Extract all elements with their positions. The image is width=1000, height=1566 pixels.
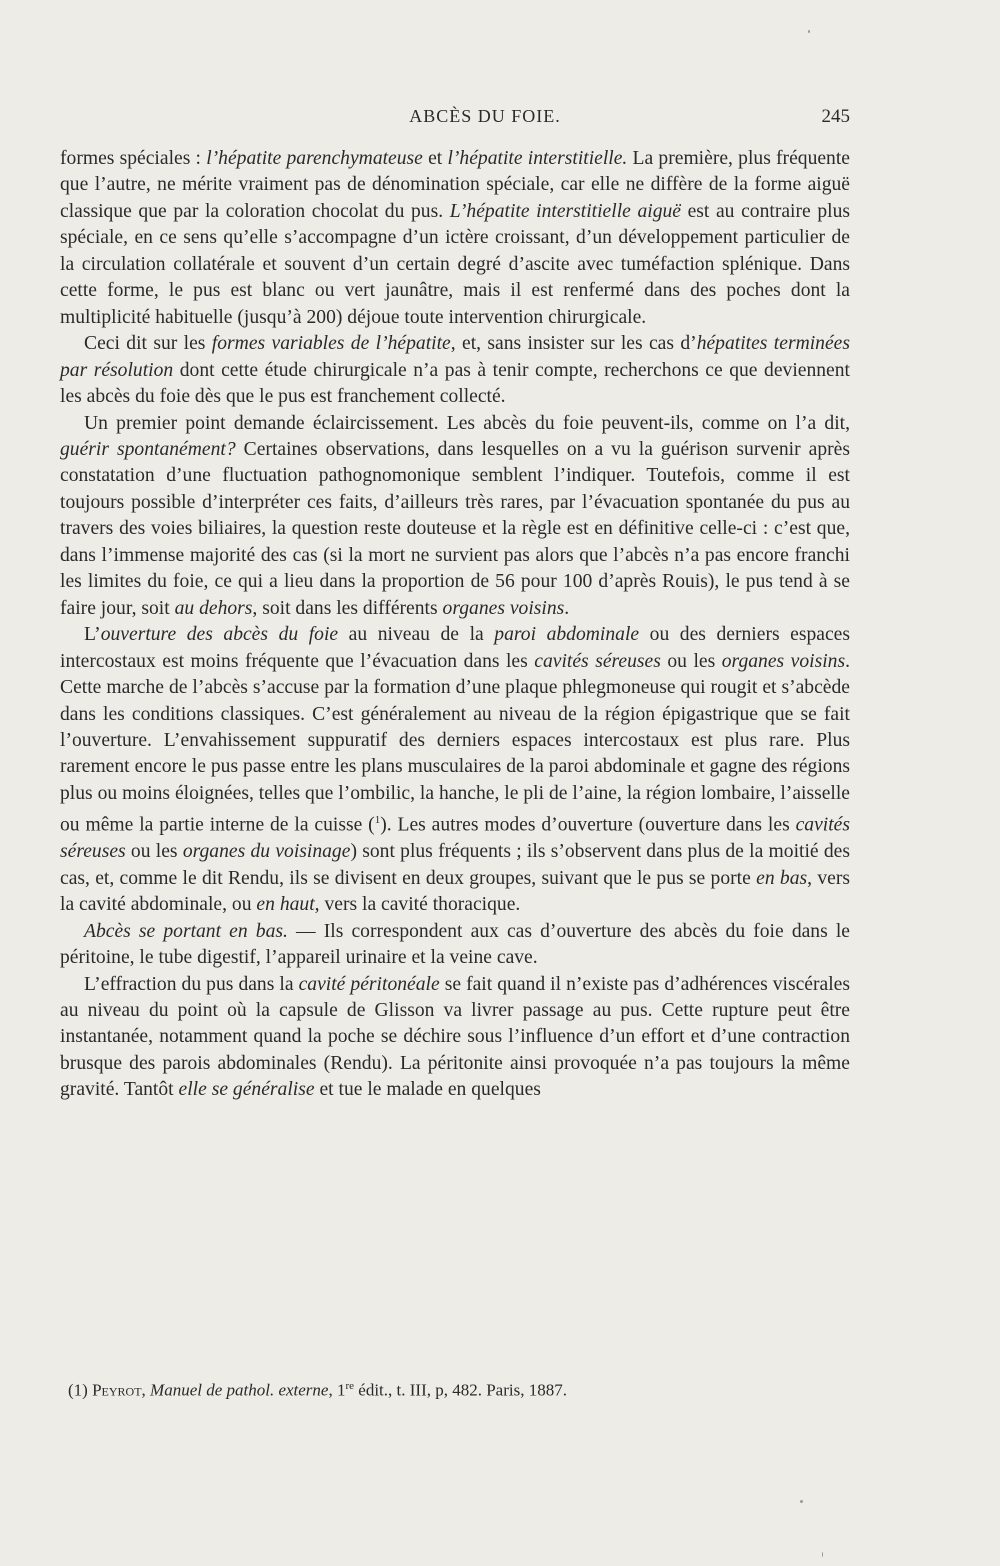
text-run: et <box>422 148 448 169</box>
text-run: , et, sans insister sur les cas d’ <box>450 333 697 355</box>
paragraph <box>60 972 850 1104</box>
text-run: , soit dans les différents <box>252 597 443 619</box>
paper-speck <box>822 1552 823 1557</box>
paragraph <box>60 919 850 972</box>
text-run: est au contraire plus spéciale, en ce sens qu’elle s’accompagne d’un ictère croissant, d’un développement particulier de la circulation collatérale et souvent d’un certain degré d’ascite avec tuméfaction splénique. Dans cette forme, le pus est blanc ou vert jaunâtre, mais il est renfermé dans des poches dont la multiplicité habituelle (jusqu’à 200) déjoue toute intervention chirurgicale. <box>60 200 850 328</box>
italic-text-run: cavité péritonéale <box>298 973 440 995</box>
text-run: ou des derniers espaces intercostaux est moins fréquente que l’évacuation dans les <box>60 624 850 672</box>
text-run: Certaines observations, dans lesquelles on a vu la guérison survenir après constatation d’une fluctuation pathognomonique semblent l’indiquer. Toutefois, comme il est toujours possible d’interpréter ces faits, d’ailleurs très rares, par l’évacuation spontanée du pus au travers des voies biliaires, la question reste douteuse et la règle est en définitive celle-ci : c’est que, dans l’immense majorité des cas (si la mort ne survient pas alors que l’abcès n’a pas encore franchi les limites du foie, ce qui a lieu dans la proportion de 56 pour 100 d’après Rouis), le pus tend à se faire jour, soit <box>60 438 850 619</box>
text-run: Un premier point demande éclaircissement. Les abcès du foie peuvent-ils, comme on l’a dit, <box>84 412 850 434</box>
text-run: , 1 <box>328 1380 346 1400</box>
italic-text-run: au dehors <box>174 597 253 619</box>
paragraph <box>60 411 850 623</box>
text-run: , vers la cavité abdominale, ou <box>60 867 850 916</box>
italic-text-run: formes variables de l’hépatite <box>211 333 451 355</box>
text-run: Ceci dit sur les <box>84 333 212 355</box>
italic-text-run: cavités séreuses <box>60 814 850 863</box>
text-run: . Cette marche de l’abcès s’accuse par la formation d’une plaque phlegmoneuse qui rougit et s’abcède dans les conditions classiques. C’est généralement au niveau de la région épigastrique que se fait l’ouverture. L’envahissement suppuratif des derniers espaces intercostaux est plus rare. Plus rarement encore le pus passe entre les plans musculaires de la paroi abdominale et gagne des régions plus ou moins éloignées, telles que l’ombilic, la hanche, le pli de l’aine, la région lombaire, l’aisselle ou même la partie interne de la cuisse ( <box>60 650 850 836</box>
running-title: ABCÈS DU FOIE. <box>409 106 561 126</box>
superscript: re <box>345 1380 355 1392</box>
italic-text-run: organes voisins <box>721 650 846 672</box>
text-run: édit., t. III, p, 482. Paris, 1887. <box>354 1380 567 1400</box>
text-run: L’effraction du pus dans la <box>84 973 299 995</box>
text-run: et tue le malade en quelques <box>314 1079 541 1101</box>
paper-speck <box>800 1500 803 1503</box>
text-run: . <box>564 597 570 619</box>
paragraph <box>60 146 850 331</box>
text-run: dont cette étude chirurgicale n’a pas à tenir compte, recherchons ce que deviennent les abcès du foie dès que le pus est franchement collecté. <box>60 359 850 408</box>
italic-text-run: elle se généralise <box>178 1079 315 1101</box>
superscript: 1 <box>374 814 381 827</box>
text-run: — Ils correspondent aux cas d’ouverture des abcès du foie dans le péritoine, le tube digestif, l’appareil urinaire et la veine cave. <box>60 920 850 969</box>
italic-text-run: l’hépatite parenchymateuse <box>206 148 423 169</box>
italic-text-run: guérir spontanément? <box>60 438 236 460</box>
italic-text-run: ouverture des abcès du foie <box>100 624 339 646</box>
page-header <box>80 106 850 136</box>
text-run: ) sont plus fréquents ; ils s’observent dans plus de la moitié des cas, et, comme le dit Rendu, ils se divisent en deux groupes, suivant que le pus se porte <box>60 841 850 889</box>
italic-text-run: Manuel de pathol. externe <box>150 1380 329 1400</box>
italic-text-run: paroi abdominale <box>494 624 640 646</box>
italic-text-run: organes voisins <box>442 597 565 619</box>
text-run: L’ <box>84 624 101 646</box>
text-run: (1) <box>68 1380 93 1400</box>
italic-text-run: L’hépatite interstitielle aiguë <box>449 200 681 222</box>
paragraph <box>60 331 850 410</box>
text-run: ). Les autres modes d’ouverture (ouverture dans les <box>380 814 796 836</box>
text-run: , <box>141 1380 151 1400</box>
paper-speck <box>808 30 810 33</box>
italic-text-run: l’hépatite interstitielle. <box>447 148 628 169</box>
italic-text-run: en bas <box>756 867 808 889</box>
italic-text-run: hépatites terminées par résolution <box>60 333 850 381</box>
footnote <box>68 1375 848 1402</box>
text-run: La première, plus fréquente que l’autre, ne mérite vraiment pas de dénomination spéciale, car elle ne diffère de la forme aiguë classique que par la coloration chocolat du pus. <box>60 148 850 222</box>
paragraph <box>60 622 850 919</box>
text-run: , vers la cavité thoracique. <box>314 894 521 916</box>
text-run: formes spéciales : <box>60 148 207 169</box>
text-run: au niveau de la <box>338 624 495 646</box>
italic-text-run: Abcès se portant en bas. <box>84 920 288 942</box>
text-run: ou les <box>125 841 183 863</box>
body-text <box>60 146 850 1104</box>
text-run: Peyrot <box>92 1380 142 1400</box>
page-number: 245 <box>821 106 850 127</box>
text-run: ou les <box>660 650 722 672</box>
italic-text-run: organes du voisinage <box>182 841 351 863</box>
italic-text-run: cavités séreuses <box>534 650 661 672</box>
text-run: se fait quand il n’existe pas d’adhérences viscérales au niveau du point où la capsule de Glisson va livrer passage au pus. Cette rupture peut être instantanée, notamment quand la poche se déchire sous l’influence d’un effort et d’une contraction brusque des parois abdominales (Rendu). La péritonite ainsi provoquée n’a pas toujours la même gravité. Tantôt <box>60 973 850 1101</box>
italic-text-run: en haut <box>256 894 315 916</box>
